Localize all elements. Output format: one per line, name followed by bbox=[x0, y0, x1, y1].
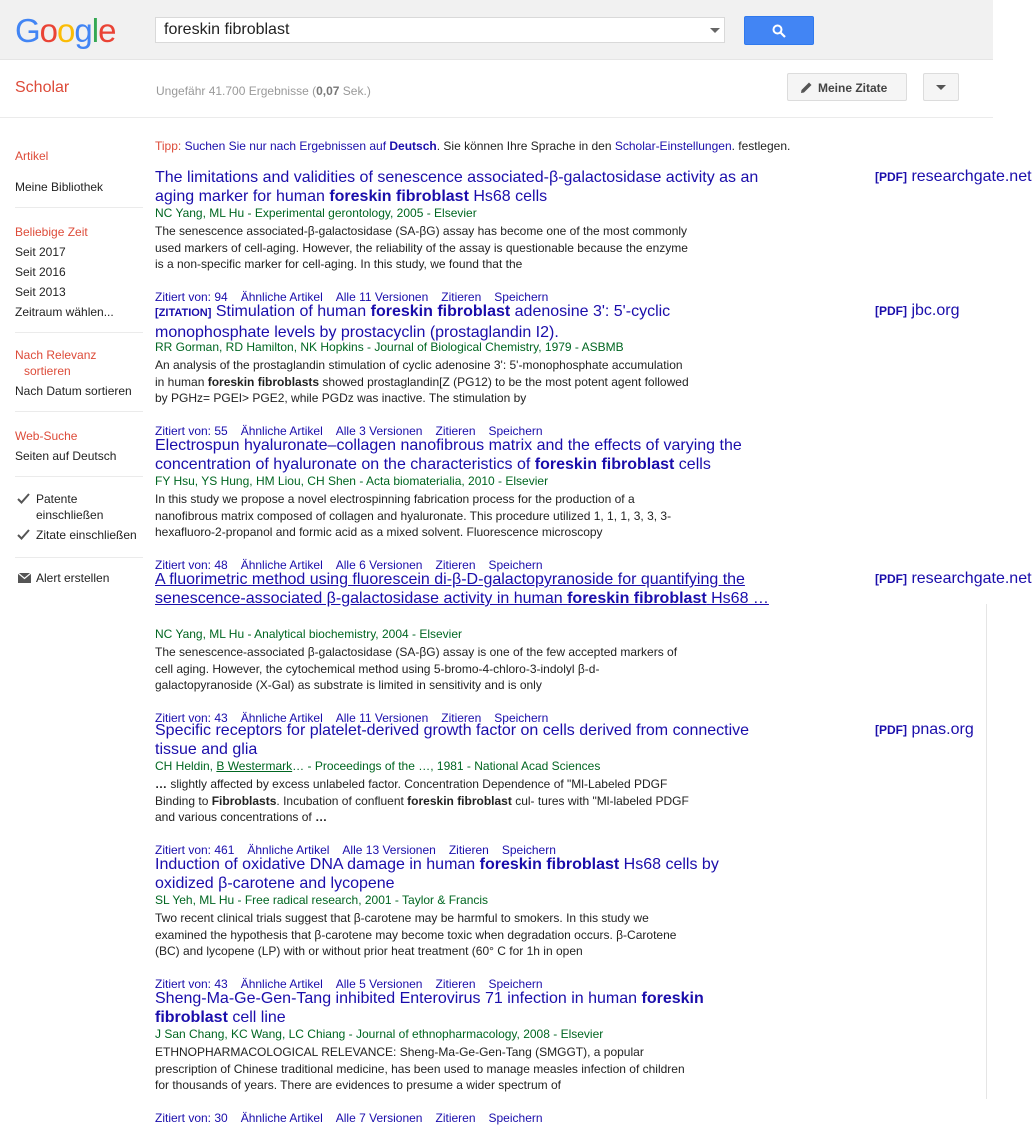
envelope-icon bbox=[18, 573, 31, 583]
search-icon bbox=[772, 24, 786, 38]
result-title-link[interactable]: A fluorimetric method using fluorescein di-β-D-galactopyranoside for quantifying the senescence-associated β-galactosidase activity in human foreskin fibroblast Hs68 … bbox=[155, 571, 769, 607]
sidebar-item-web-search[interactable]: Web-Suche bbox=[15, 429, 78, 443]
tip-language: Deutsch bbox=[389, 139, 437, 153]
create-alert-link[interactable] bbox=[15, 570, 143, 586]
logo-letter: e bbox=[98, 12, 116, 49]
sidebar-section-web bbox=[15, 424, 143, 477]
sidebar-item-library[interactable]: Meine Bibliothek bbox=[15, 180, 104, 194]
sidebar-section-sort bbox=[15, 345, 143, 412]
search-button[interactable] bbox=[744, 16, 814, 45]
sidebar-item-any-time[interactable]: Beliebige Zeit bbox=[15, 225, 88, 239]
sidebar-item-sort-relevance[interactable] bbox=[15, 347, 143, 379]
pdf-source-link[interactable] bbox=[875, 168, 1032, 186]
related-articles-link[interactable]: Ähnliche Artikel bbox=[240, 558, 323, 572]
result-authors: J San Chang, KC Wang, LC Chiang - Journal of ethnopharmacology, 2008 - Elsevier bbox=[155, 1027, 604, 1041]
logo-letter: G bbox=[15, 12, 40, 49]
result-authors: NC Yang, ML Hu - Analytical biochemistry, 2004 - Elsevier bbox=[155, 627, 463, 641]
result-snippet: In this study we propose a novel electrospinning fabrication process for the production of a nanofibrous matrix composed of collagen and hyaluronate. This procedure utilized 1, 1, 1, 3, 3, 3-hexafluoro-2-propanol and formic acid as a mixed solvent. Fluorescence microscopy bbox=[155, 492, 672, 539]
pdf-host: researchgate.net bbox=[911, 168, 1032, 185]
result-snippet: Two recent clinical trials suggest that β-carotene may be harmful to smokers. In this study we examined the hypothesis that β-carotene may become toxic when degradation occurs. β-Carotene (BC) and lycopene (LP) with or without prior heat treatment (60° C for 1h in open bbox=[155, 911, 677, 958]
sidebar-section-library bbox=[15, 118, 143, 208]
checkmark-icon bbox=[17, 528, 30, 541]
cited-by-link[interactable]: Zitiert von: 30 bbox=[155, 1111, 228, 1125]
sort-relevance-line1: Nach Relevanz bbox=[15, 348, 97, 362]
all-versions-link[interactable]: Alle 11 Versionen bbox=[335, 711, 429, 725]
result-authors: NC Yang, ML Hu - Experimental gerontology, 2005 - Elsevier bbox=[155, 206, 477, 220]
all-versions-link[interactable]: Alle 6 Versionen bbox=[335, 558, 423, 572]
cite-link[interactable]: Zitieren bbox=[441, 290, 482, 304]
tip-part1: Suchen Sie nur nach Ergebnissen auf bbox=[184, 139, 387, 153]
result-title-link[interactable]: [ZITATION] Stimulation of human foreskin fibroblast adenosine 3': 5'-cyclic monophosphate levels by prostacyclin (prostaglandin I2). bbox=[155, 303, 671, 341]
citations-label: Zitate einschließen bbox=[36, 528, 137, 542]
save-link[interactable]: Speichern bbox=[488, 1111, 543, 1125]
result-authors: FY Hsu, YS Hung, HM Liou, CH Shen - Acta biomaterialia, 2010 - Elsevier bbox=[155, 474, 549, 488]
related-articles-link[interactable]: Ähnliche Artikel bbox=[240, 711, 323, 725]
pdf-format-label: [PDF] bbox=[875, 572, 907, 586]
cited-by-link[interactable]: Zitiert von: 55 bbox=[155, 424, 228, 438]
patents-label-line2: einschließen bbox=[36, 508, 104, 522]
include-citations-checkbox[interactable] bbox=[15, 527, 143, 543]
sidebar-item-since-2016[interactable]: Seit 2016 bbox=[15, 265, 66, 279]
logo-letter: l bbox=[91, 12, 99, 49]
search-input[interactable] bbox=[156, 18, 704, 42]
tip-part3: . festlegen. bbox=[731, 139, 791, 153]
related-articles-link[interactable]: Ähnliche Artikel bbox=[240, 1111, 323, 1125]
cite-link[interactable]: Zitieren bbox=[435, 1111, 476, 1125]
all-versions-link[interactable]: Alle 11 Versionen bbox=[335, 290, 429, 304]
result-snippet: An analysis of the prostaglandin stimulation of cyclic adenosine 3': 5'-monophosphate accumulation in human foreskin fibroblasts showed prostaglandin[Z (PG12) to be the most potent agent followed by PGHz= PGEI> PGE2, while PGDz was inactive. The stimulation by bbox=[155, 358, 689, 405]
page-edge-divider bbox=[986, 604, 987, 1099]
related-articles-link[interactable]: Ähnliche Artikel bbox=[240, 290, 323, 304]
related-articles-link[interactable]: Ähnliche Artikel bbox=[240, 977, 323, 991]
pdf-host: pnas.org bbox=[911, 721, 974, 738]
my-citations-button[interactable] bbox=[787, 73, 907, 101]
scholar-home-link[interactable]: Scholar bbox=[15, 79, 70, 96]
save-link[interactable]: Speichern bbox=[494, 711, 549, 725]
pencil-icon bbox=[800, 81, 813, 94]
pdf-source-link[interactable] bbox=[875, 302, 959, 320]
results-suffix: Sek.) bbox=[339, 84, 371, 98]
pdf-host: researchgate.net bbox=[911, 570, 1032, 587]
logo-letter: g bbox=[74, 12, 92, 49]
cited-by-link[interactable]: Zitiert von: 48 bbox=[155, 558, 228, 572]
more-menu-button[interactable] bbox=[923, 73, 959, 101]
search-dropdown-icon[interactable] bbox=[710, 28, 720, 33]
cite-link[interactable]: Zitieren bbox=[441, 711, 482, 725]
all-versions-link[interactable]: Alle 7 Versionen bbox=[335, 1111, 423, 1125]
logo-letter: o bbox=[57, 12, 75, 49]
save-link[interactable]: Speichern bbox=[501, 843, 556, 857]
sidebar-section-time bbox=[15, 220, 143, 333]
caret-down-icon bbox=[936, 85, 946, 90]
sidebar-section-options bbox=[15, 489, 143, 558]
search-box bbox=[155, 17, 725, 43]
result-snippet: The senescence associated-β-galactosidase (SA-βG) assay has become one of the most commonly used markers of cell-aging. However, the reliability of the assay is questionable because the enzyme is a non-specific marker for cell-aging. In this study, we found that the bbox=[155, 224, 688, 271]
cite-link[interactable]: Zitieren bbox=[435, 424, 476, 438]
result-title-link[interactable]: The limitations and validities of senescence associated-β-galactosidase activity as an aging marker for human foreskin fibroblast Hs68 cells bbox=[155, 169, 759, 205]
pdf-host: jbc.org bbox=[911, 302, 960, 319]
pdf-source-link[interactable] bbox=[875, 721, 974, 739]
language-tip bbox=[155, 139, 790, 153]
include-patents-checkbox[interactable] bbox=[15, 491, 143, 523]
related-articles-link[interactable]: Ähnliche Artikel bbox=[240, 424, 323, 438]
tip-part2: . Sie können Ihre Sprache in den bbox=[436, 139, 612, 153]
tip-label: Tipp: bbox=[155, 139, 182, 153]
sidebar bbox=[15, 118, 143, 586]
sidebar-item-since-2013[interactable]: Seit 2013 bbox=[15, 285, 66, 299]
result-authors: RR Gorman, RD Hamilton, NK Hopkins - Journal of Biological Chemistry, 1979 - ASBMB bbox=[155, 340, 624, 354]
tip-german-only-link[interactable] bbox=[185, 139, 437, 153]
patents-label-line1: Patente bbox=[36, 492, 78, 506]
pdf-format-label: [PDF] bbox=[875, 304, 907, 318]
pdf-source-link[interactable] bbox=[875, 570, 1032, 588]
all-versions-link[interactable]: Alle 13 Versionen bbox=[342, 843, 436, 857]
save-link[interactable]: Speichern bbox=[488, 424, 543, 438]
cite-link[interactable]: Zitieren bbox=[448, 843, 489, 857]
result-title-link[interactable]: Sheng-Ma-Ge-Gen-Tang inhibited Enterovirus 71 infection in human foreskin fibroblast cell line bbox=[155, 990, 704, 1026]
cited-by-link[interactable]: Zitiert von: 43 bbox=[155, 711, 228, 725]
logo-letter: o bbox=[39, 12, 58, 49]
create-alert-label: Alert erstellen bbox=[36, 571, 110, 585]
save-link[interactable]: Speichern bbox=[488, 977, 543, 991]
result-title-link[interactable]: Specific receptors for platelet-derived growth factor on cells derived from connective tissue and glia bbox=[155, 722, 750, 758]
related-articles-link[interactable]: Ähnliche Artikel bbox=[247, 843, 330, 857]
results-prefix: Ungefähr 41.700 Ergebnisse ( bbox=[156, 84, 317, 98]
pdf-format-label: [PDF] bbox=[875, 723, 907, 737]
result-snippet: The senescence-associated β-galactosidase (SA-βG) assay is one of the few accepted markers of cell aging. However, the cytochemical method using 5-bromo-4-chloro-3-indolyl β-d-galactopyranoside (X-Gal) as substrate is limited in sensitivity and is only bbox=[155, 645, 678, 692]
result-title-link[interactable]: Electrospun hyaluronate–collagen nanofibrous matrix and the effects of varying the concentration of hyaluronate on the characteristics of foreskin fibroblast cells bbox=[155, 437, 742, 473]
sidebar-item-custom-range[interactable]: Zeitraum wählen... bbox=[15, 305, 114, 319]
result-snippet: … slightly affected by excess unlabeled factor. Concentration Dependence of "Ml-Labeled PDGF Binding to Fibroblasts. Incubation of confluent foreskin fibroblast cul- tures with "Ml-labeled PDGF and various concentrations of … bbox=[155, 777, 689, 824]
cite-link[interactable]: Zitieren bbox=[435, 558, 476, 572]
checkmark-icon bbox=[17, 492, 30, 505]
all-versions-link[interactable]: Alle 3 Versionen bbox=[335, 424, 423, 438]
top-bar bbox=[0, 0, 993, 60]
save-link[interactable]: Speichern bbox=[494, 290, 549, 304]
my-citations-label: Meine Zitate bbox=[818, 81, 888, 95]
cite-link[interactable]: Zitieren bbox=[435, 977, 476, 991]
result-authors: CH Heldin, B Westermark… - Proceedings of the …, 1981 - National Acad Sciences bbox=[155, 759, 601, 773]
google-logo[interactable] bbox=[15, 12, 115, 50]
result-authors: SL Yeh, ML Hu - Free radical research, 2001 - Taylor & Francis bbox=[155, 893, 489, 907]
scholar-subbar bbox=[0, 60, 993, 118]
results-count bbox=[156, 84, 371, 98]
sidebar-item-german-pages[interactable]: Seiten auf Deutsch bbox=[15, 449, 117, 463]
results-time: 0,07 bbox=[316, 84, 340, 98]
result-snippet: ETHNOPHARMACOLOGICAL RELEVANCE: Sheng-Ma-Ge-Gen-Tang (SMGGT), a popular prescription of Chinese traditional medicine, has been used to manage measles infection of children for thousands of years. There are evidences to presume a wider spectrum of bbox=[155, 1045, 685, 1092]
tip-settings-link[interactable]: Scholar-Einstellungen bbox=[614, 139, 732, 153]
sidebar-item-articles[interactable]: Artikel bbox=[15, 149, 49, 163]
cited-by-link[interactable]: Zitiert von: 94 bbox=[155, 290, 228, 304]
result-actions bbox=[155, 1111, 556, 1125]
pdf-format-label: [PDF] bbox=[875, 170, 907, 184]
all-versions-link[interactable]: Alle 5 Versionen bbox=[335, 977, 423, 991]
result-title-link[interactable]: Induction of oxidative DNA damage in human foreskin fibroblast Hs68 cells by oxidized β-carotene and lycopene bbox=[155, 856, 719, 892]
cited-by-link[interactable]: Zitiert von: 43 bbox=[155, 977, 228, 991]
sidebar-item-sort-date[interactable]: Nach Datum sortieren bbox=[15, 384, 132, 398]
citation-tag: [ZITATION] bbox=[155, 307, 212, 319]
save-link[interactable]: Speichern bbox=[488, 558, 543, 572]
cited-by-link[interactable]: Zitiert von: 461 bbox=[155, 843, 235, 857]
sort-relevance-line2: sortieren bbox=[24, 364, 71, 378]
sidebar-item-since-2017[interactable]: Seit 2017 bbox=[15, 245, 66, 259]
